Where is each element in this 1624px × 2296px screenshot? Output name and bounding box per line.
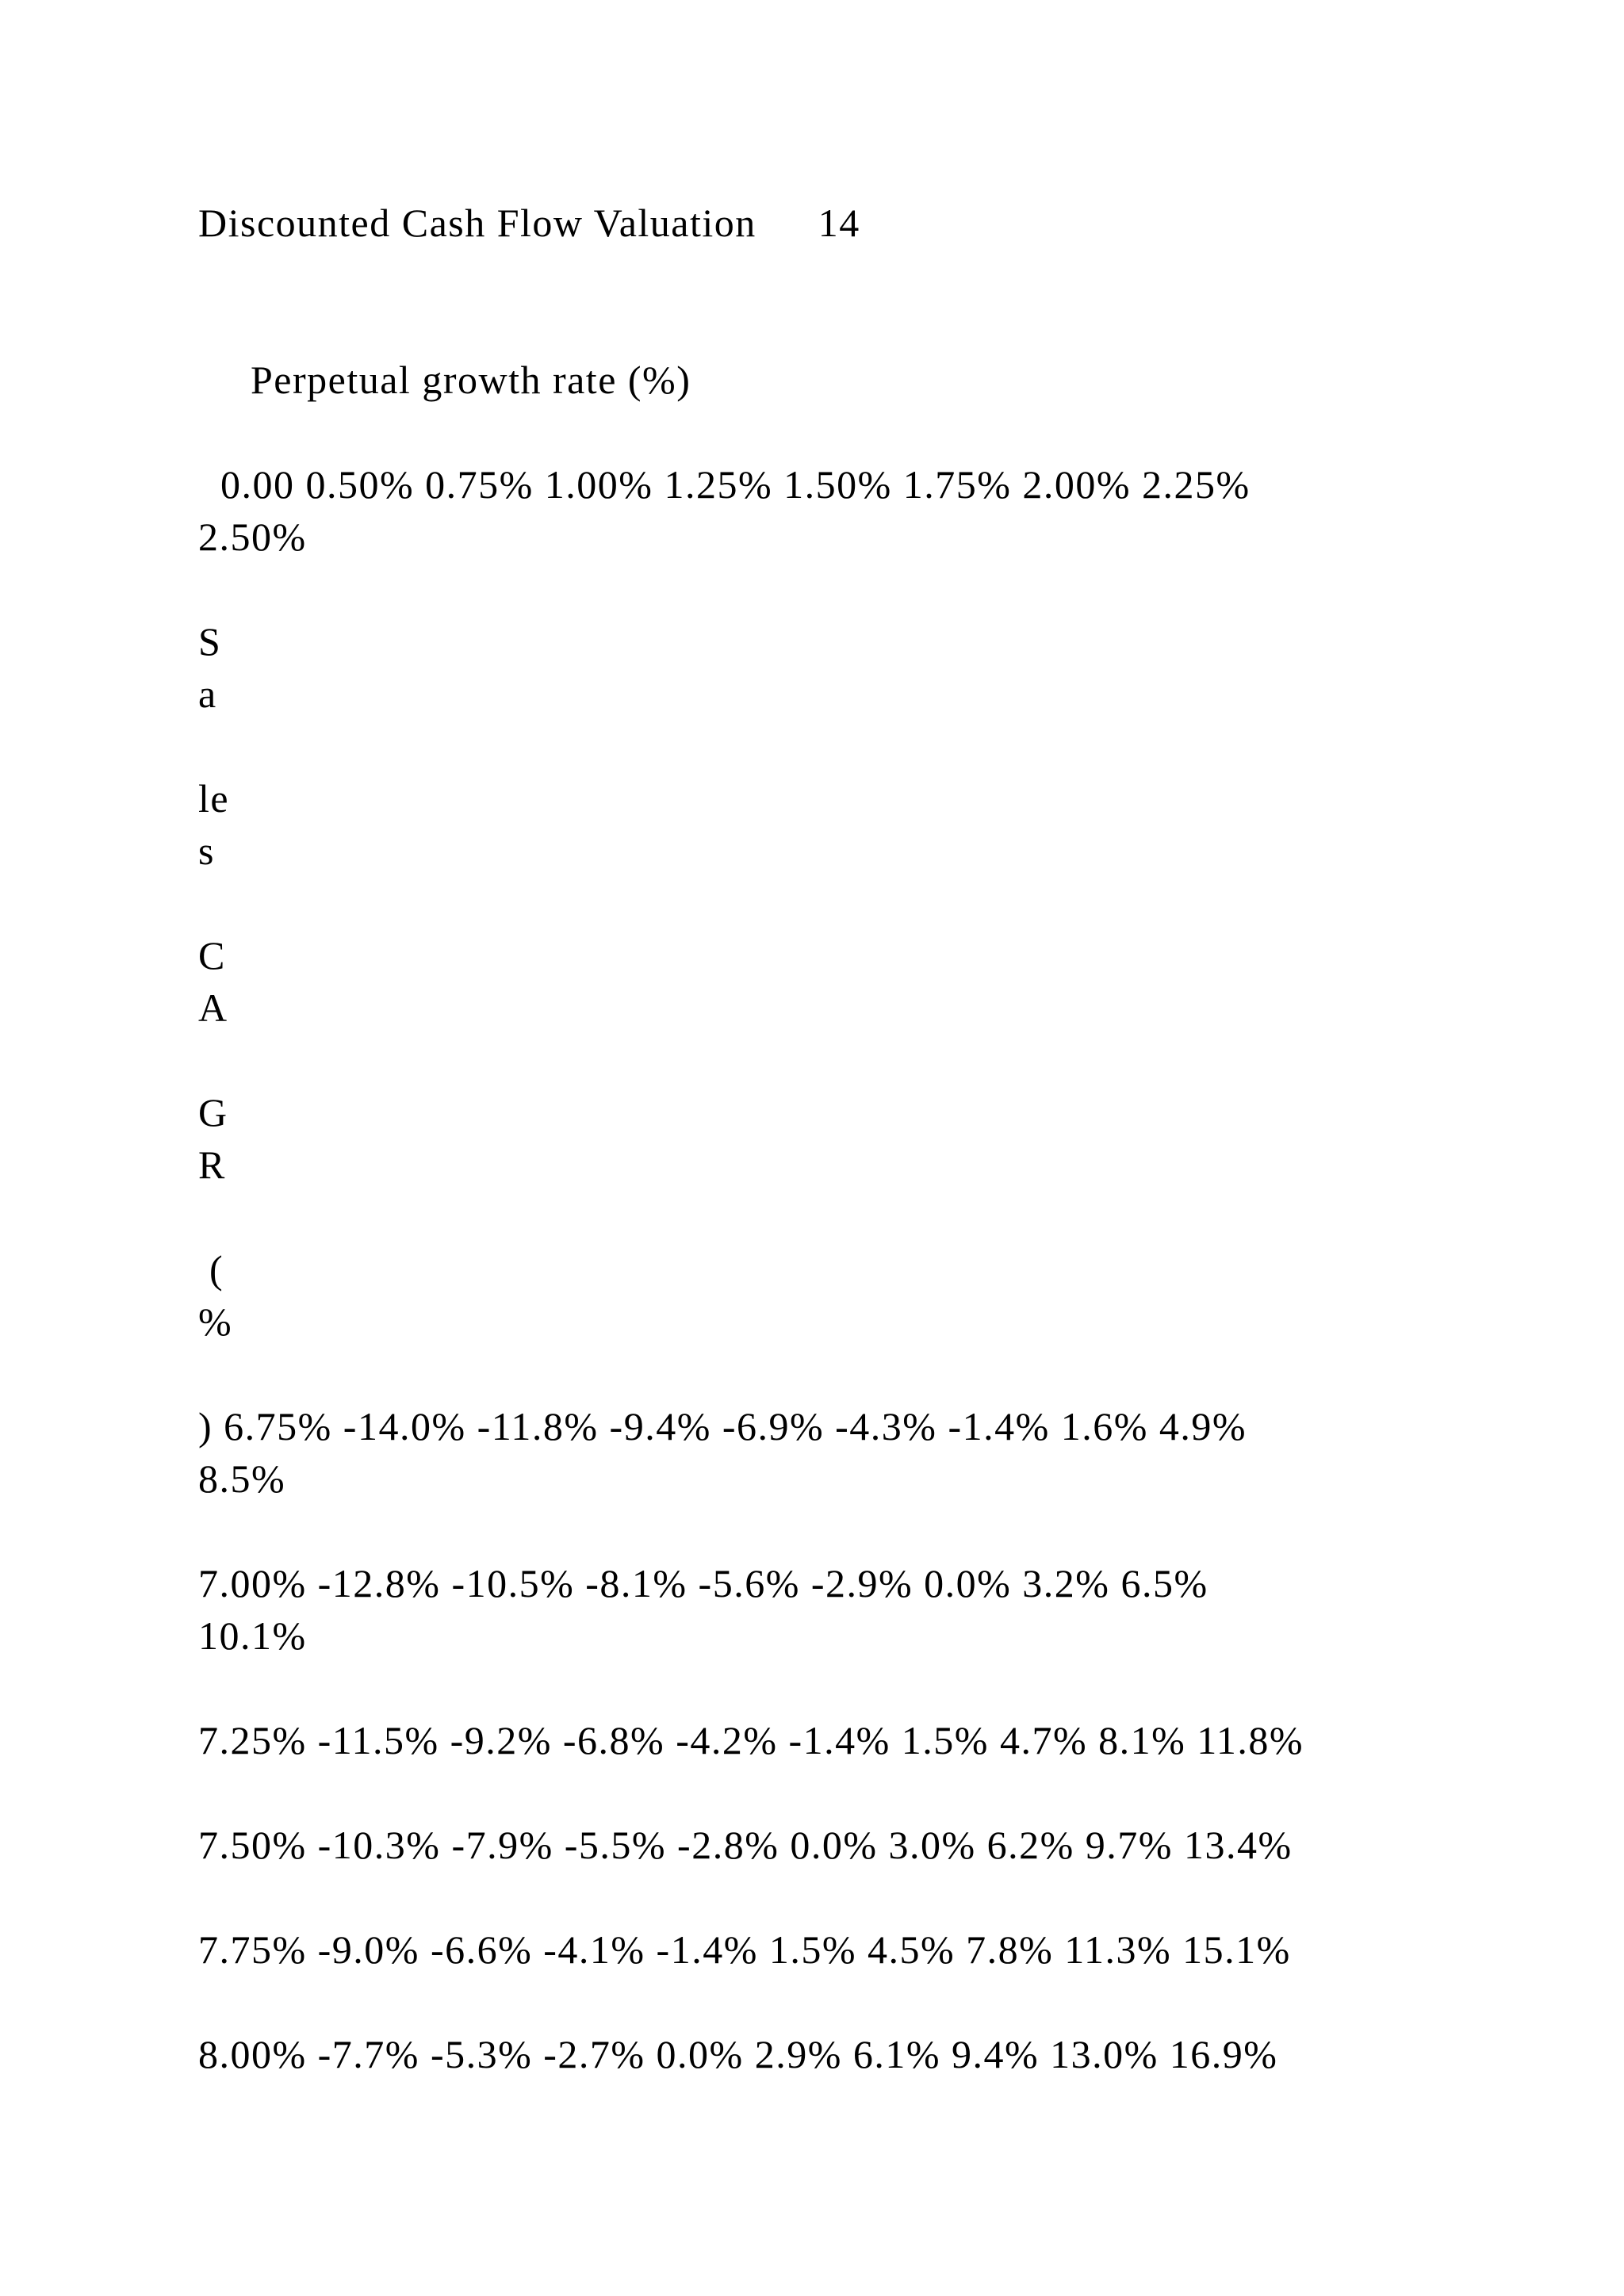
row-label-fragment: R [198,1142,226,1187]
row-label-fragment: S [198,619,222,664]
table-row: 7.25% -11.5% -9.2% -6.8% -4.2% -1.4% 1.5% 4.7% 8.1% 11.8% [198,1718,1304,1762]
row-label-fragment: a [198,672,217,716]
row-label-fragment: G [198,1090,228,1135]
column-title: Perpetual growth rate (%) [251,358,691,402]
page-header [198,197,860,249]
table-row-continuation: 10.1% [198,1613,307,1658]
table-row: 7.75% -9.0% -6.6% -4.1% -1.4% 1.5% 4.5% 7.8% 11.3% 15.1% [198,1927,1291,1972]
row-label-fragment: le [198,776,230,821]
row-label-fragment: % [198,1299,233,1344]
document-title: Discounted Cash Flow Valuation [198,201,756,245]
column-headers-line-2: 2.50% [198,515,307,559]
page-number: 14 [818,201,860,245]
table-row: ) 6.75% -14.0% -11.8% -9.4% -6.9% -4.3% -1.4% 1.6% 4.9% [198,1404,1247,1448]
row-label-fragment: C [198,933,226,978]
row-label-fragment: s [198,828,215,873]
column-headers-line-1: 0.00 0.50% 0.75% 1.00% 1.25% 1.50% 1.75% 2.00% 2.25% [198,462,1251,507]
table-row: 7.50% -10.3% -7.9% -5.5% -2.8% 0.0% 3.0% 6.2% 9.7% 13.4% [198,1823,1293,1867]
row-label-fragment: ( [198,1247,224,1292]
row-label-fragment: A [198,985,228,1030]
table-row: 8.00% -7.7% -5.3% -2.7% 0.0% 2.9% 6.1% 9.4% 13.0% 16.9% [198,2032,1278,2076]
table-row-continuation: 8.5% [198,1456,286,1501]
table-row: 7.00% -12.8% -10.5% -8.1% -5.6% -2.9% 0.0% 3.2% 6.5% [198,1561,1208,1605]
